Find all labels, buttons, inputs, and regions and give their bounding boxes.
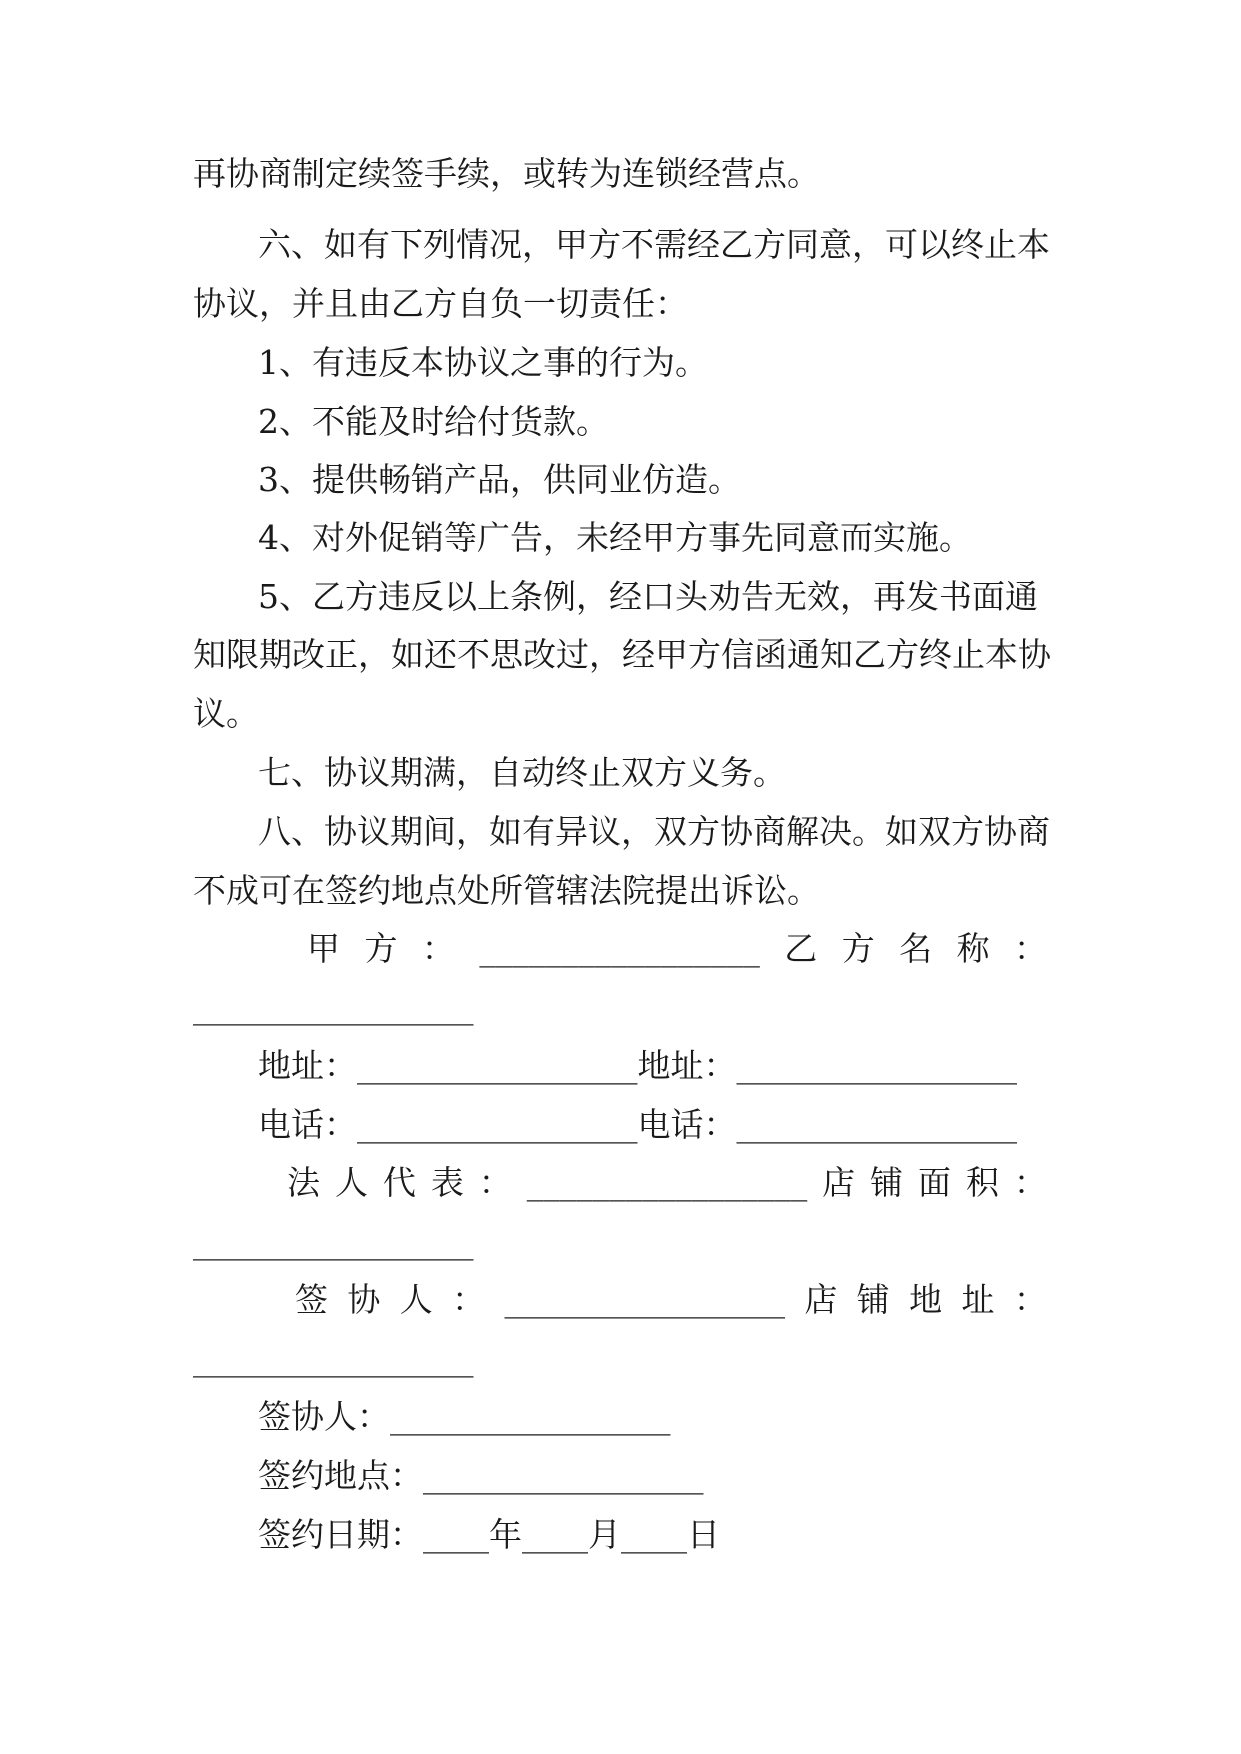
sign-date-line: 签约日期：____年____月____日	[258, 1515, 720, 1554]
party-b-char: 名	[899, 929, 933, 968]
cosigner-colon: ：	[452, 1280, 486, 1319]
shop-area-blank: _________________	[193, 1222, 474, 1261]
item-5-line-2: 知限期改正，如还不思改过，经甲方信函通知乙方终止本协	[193, 635, 1051, 674]
party-a-blank: _________________	[479, 929, 760, 968]
shop-area-colon: ：	[1013, 1163, 1047, 1202]
item-2: 2、不能及时给付货款。	[258, 402, 609, 441]
cosigner-line: 签协人：_________________	[258, 1397, 671, 1436]
legal-rep-char: 法	[287, 1163, 320, 1202]
shop-address-char: 店	[804, 1280, 838, 1319]
party-a-char: 甲	[307, 929, 340, 968]
item-5-line-3: 议。	[193, 694, 259, 733]
item-5-line-1: 5、乙方违反以上条例，经口头劝告无效，再发书面通	[258, 577, 1038, 616]
shop-address-colon: ：	[1013, 1280, 1047, 1319]
legal-rep-blank: _________________	[526, 1163, 808, 1202]
shop-address-char: 址	[961, 1280, 995, 1319]
party-row	[193, 929, 1047, 968]
party-a-char: 方	[364, 929, 398, 968]
legal-rep-char: 表	[430, 1163, 464, 1202]
shop-address-blank: _________________	[193, 1339, 474, 1378]
party-b-name-blank: _________________	[193, 987, 474, 1026]
address-row: 地址：_________________地址：_________________	[258, 1046, 1017, 1085]
cosigner-char: 协	[347, 1280, 381, 1319]
clause-six-line-2: 协议，并且由乙方自负一切责任：	[193, 284, 688, 323]
item-3: 3、提供畅销产品，供同业仿造。	[258, 460, 741, 499]
shop-area-char: 店	[822, 1163, 856, 1202]
clause-eight-line-1: 八、协议期间，如有异议，双方协商解决。如双方协商	[258, 812, 1050, 851]
legal-rep-row	[193, 1163, 1047, 1202]
shop-area-char: 铺	[870, 1163, 904, 1202]
party-b-char: 方	[841, 929, 875, 968]
party-b-char: 乙	[784, 929, 818, 968]
party-b-colon: ：	[1014, 929, 1047, 968]
clause-eight-line-2: 不成可在签约地点处所管辖法院提出诉讼。	[193, 871, 820, 910]
item-1: 1、有违反本协议之事的行为。	[258, 343, 708, 382]
cosigner-char: 签	[295, 1280, 328, 1319]
party-b-char: 称	[956, 929, 990, 968]
sign-place-line: 签约地点：_________________	[258, 1456, 704, 1495]
phone-row: 电话：_________________电话：_________________	[258, 1105, 1017, 1144]
clause-six-line-1: 六、如有下列情况，甲方不需经乙方同意，可以终止本	[258, 225, 1050, 264]
cosigner-char: 人	[399, 1280, 433, 1319]
shop-address-char: 铺	[856, 1280, 890, 1319]
legal-rep-char: 人	[334, 1163, 368, 1202]
body-line: 再协商制定续签手续，或转为连锁经营点。	[193, 154, 820, 193]
legal-rep-colon: ：	[478, 1163, 512, 1202]
legal-rep-char: 代	[382, 1163, 416, 1202]
party-a-colon: ：	[421, 929, 455, 968]
clause-seven: 七、协议期满，自动终止双方义务。	[258, 753, 786, 792]
cosigner-row	[193, 1280, 1047, 1319]
shop-area-char: 面	[918, 1163, 951, 1202]
shop-address-char: 地	[909, 1280, 943, 1319]
item-4: 4、对外促销等广告，未经甲方事先同意而实施。	[258, 518, 972, 557]
shop-area-char: 积	[965, 1163, 999, 1202]
cosigner-blank: _________________	[504, 1280, 785, 1319]
